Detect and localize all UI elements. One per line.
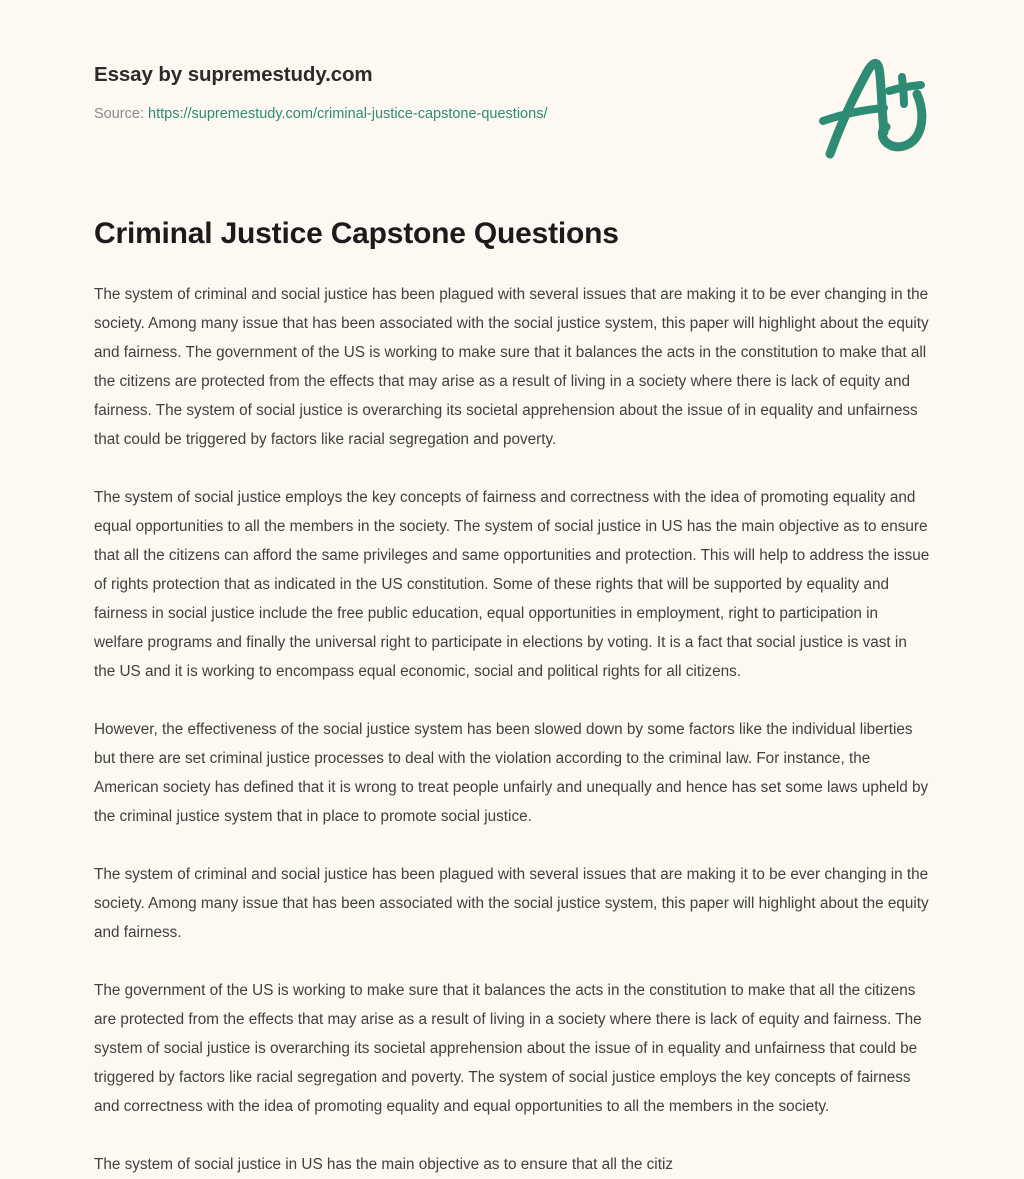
- brand-byline: Essay by supremestudy.com: [94, 63, 373, 86]
- paragraph: The system of social justice employs the key concepts of fairness and correctness with the idea of promoting equality and equal opportunities to all the members in the society. The system of social justice in US has the main objective as to ensure that all the citizens can afford the same privileges and same opportunities and protection. This will help to address the issue of rights protection that as indicated in the US constitution. Some of these rights that will be supported by equality and fairness in social justice include the free public education, equal opportunities in employment, right to participation in welfare programs and finally the universal right to participate in elections by voting. It is a fact that social justice is vast in the US and it is working to encompass equal economic, social and political rights for all citizens.: [94, 488, 930, 680]
- document-masthead: [94, 0, 930, 123]
- source-url-link[interactable]: https://supremestudy.com/criminal-justice-capstone-questions/: [148, 105, 548, 122]
- paragraph: The system of criminal and social justice has been plagued with several issues that are making it to be ever changing in the society. Among many issue that has been associated with the social justice system, this paper will highlight about the equity and fairness.: [94, 865, 929, 941]
- paragraph: The government of the US is working to make sure that it balances the acts in the constitution to make that all the citizens are protected from the effects that may arise as a result of living in a society where there is lack of equity and fairness. The system of social justice is overarching its societal apprehension about the issue of in equality and unfairness that could be triggered by factors like racial segregation and poverty. The system of social justice employs the key concepts of fairness and correctness with the idea of promoting equality and equal opportunities to all the members in the society.: [94, 981, 922, 1115]
- paragraph: However, the effectiveness of the social justice system has been slowed down by some factors like the individual liberties but there are set criminal justice processes to deal with the violation according to the criminal law. For instance, the American society has defined that it is wrong to treat people unfairly and unequally and hence has set some laws upheld by the criminal justice system that in place to promote social justice.: [94, 720, 929, 825]
- paragraph: The system of social justice in US has the main objective as to ensure that all the citiz: [94, 1155, 674, 1173]
- source-label: Source:: [94, 105, 144, 122]
- article-body: [94, 253, 930, 1179]
- source-line: [94, 105, 930, 124]
- paragraph: The system of criminal and social justice has been plagued with several issues that are making it to be ever changing in the society. Among many issue that has been associated with the social justice system, this paper will highlight about the equity and fairness. The government of the US is working to make sure that it balances the acts in the constitution to make that all the citizens are protected from the effects that may arise as a result of living in a society where there is lack of equity and fairness. The system of social justice is overarching its societal apprehension about the issue of in equality and unfairness that could be triggered by factors like racial segregation and poverty.: [94, 285, 929, 448]
- page-title: Criminal Justice Capstone Questions: [94, 217, 619, 251]
- a-plus-logo-icon: [810, 46, 940, 166]
